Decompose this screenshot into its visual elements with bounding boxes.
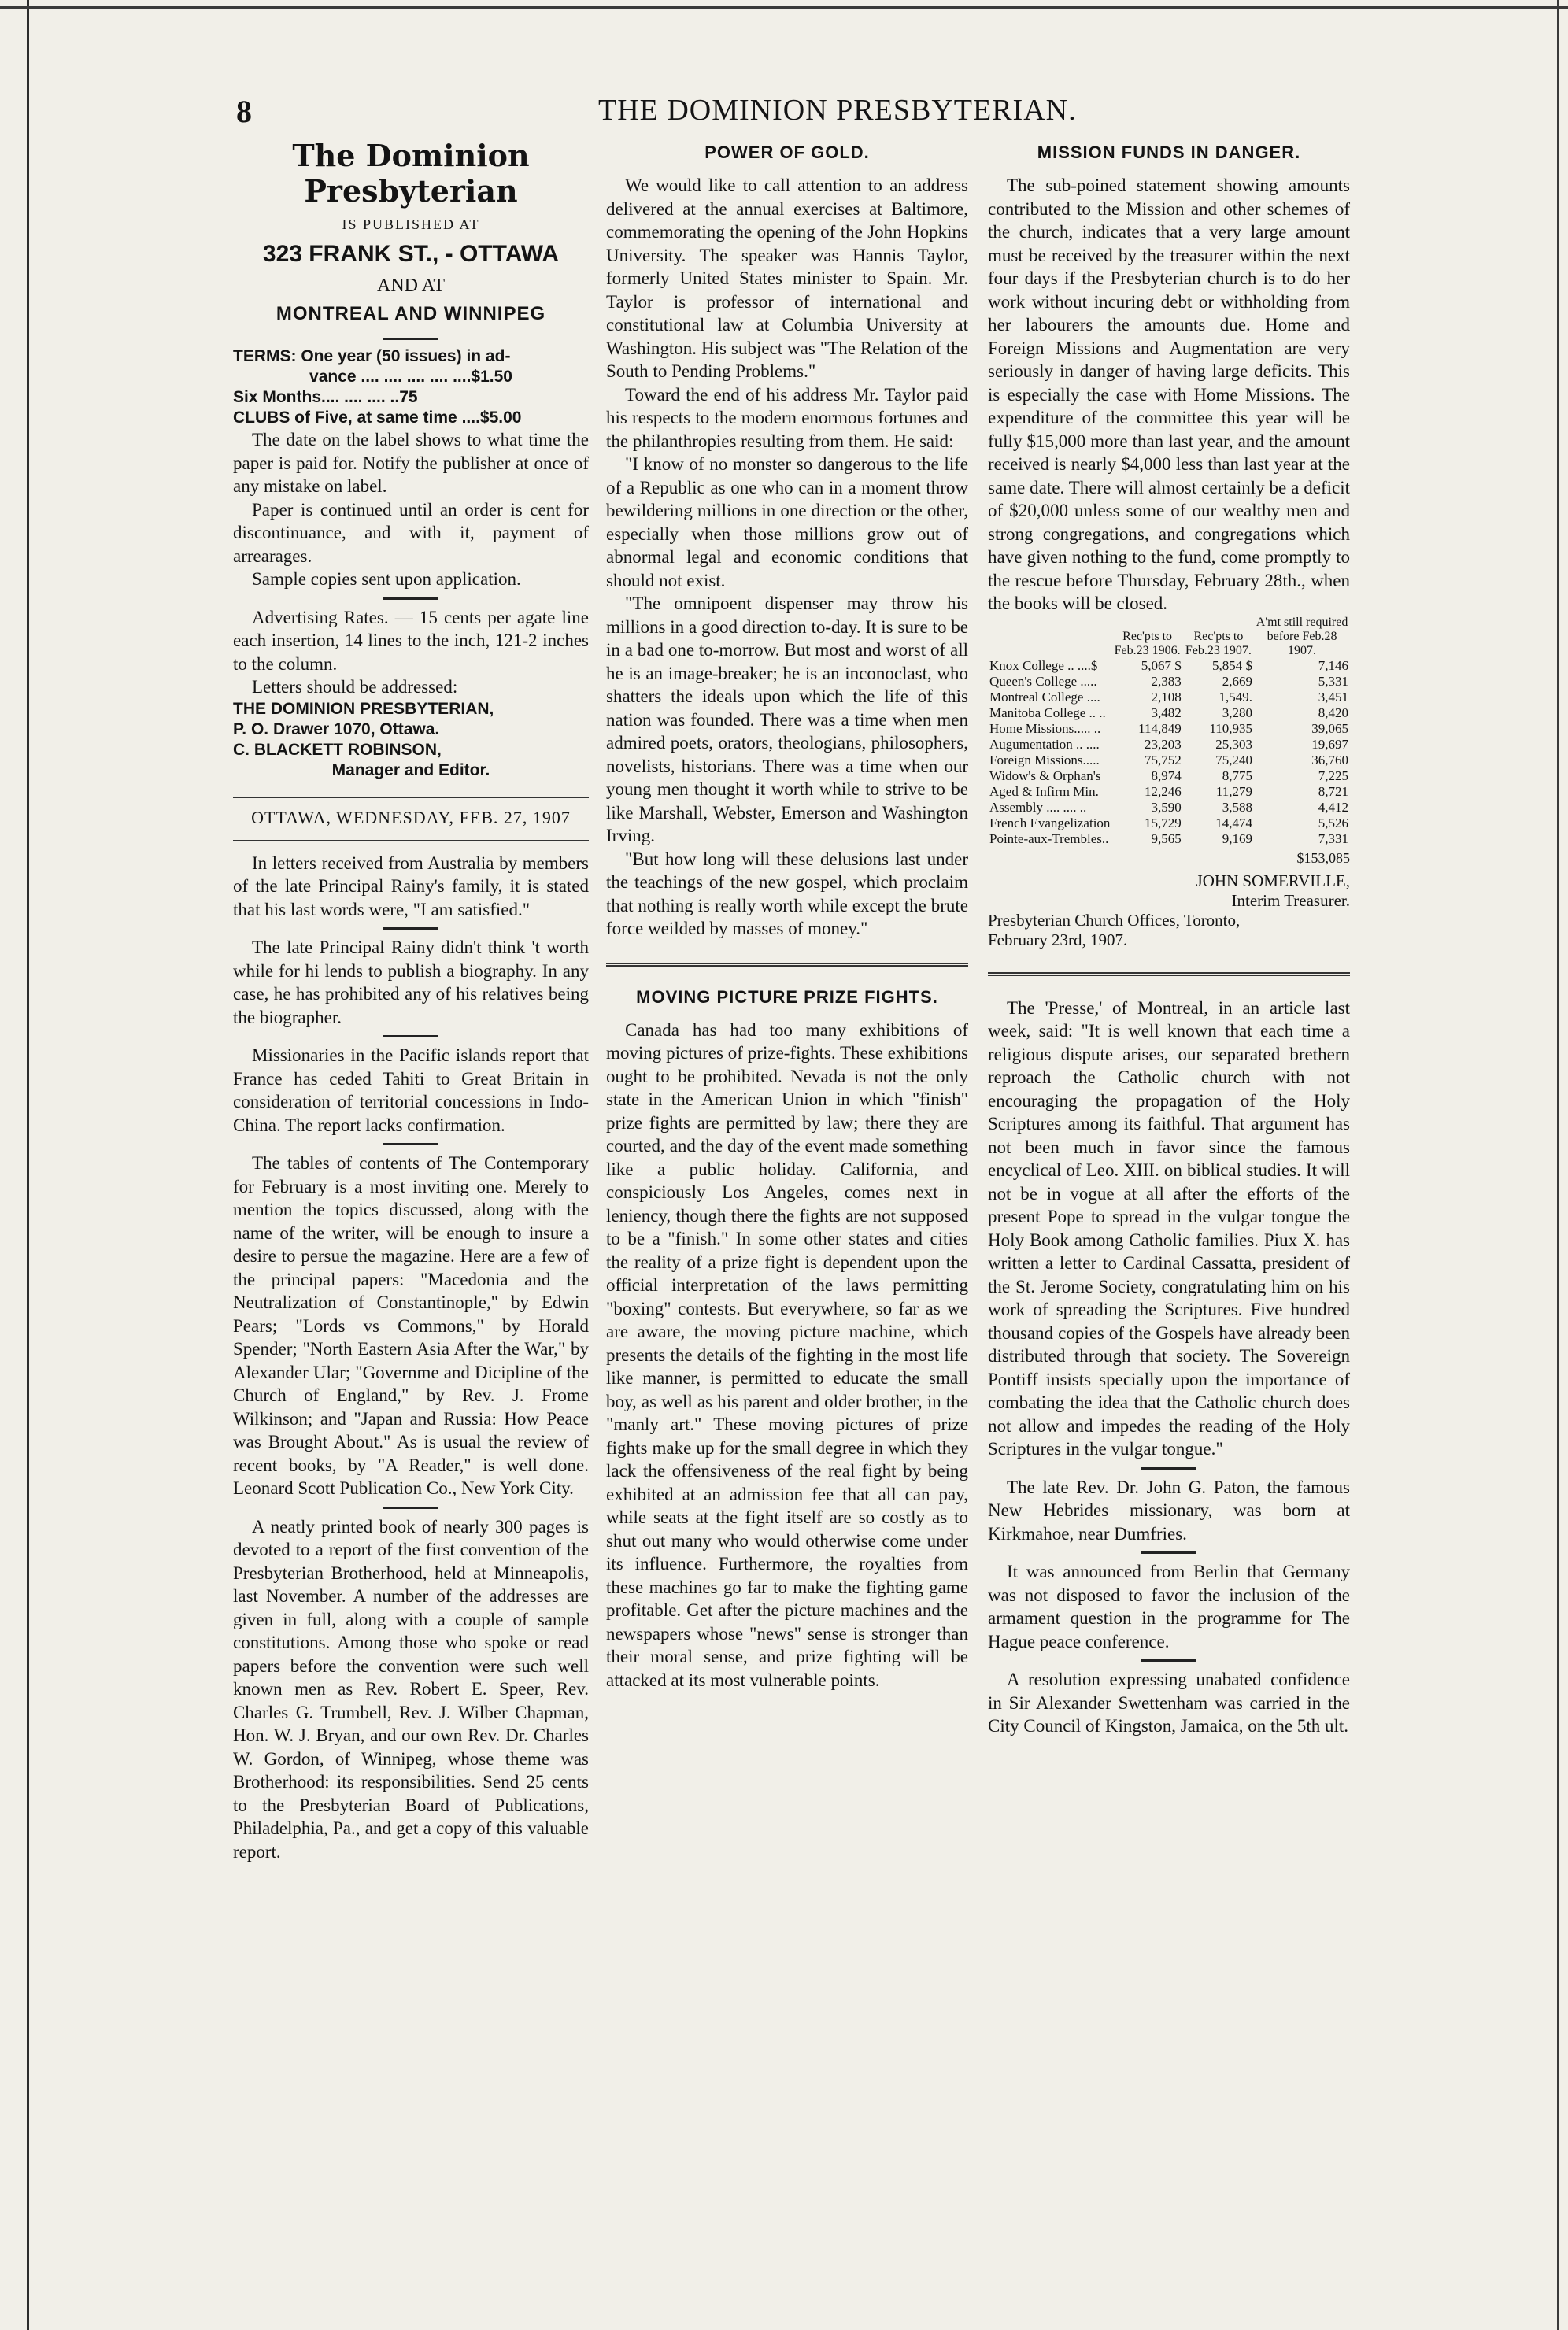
article-paragraph: "But how long will these delusions last under the teachings of the new gospel, which proclaim that nothing is really worth while except the brute force weilded by masses of money.": [606, 849, 968, 938]
signature-office: Presbyterian Church Offices, Toronto,: [988, 910, 1241, 930]
table-row: [988, 831, 1350, 847]
amount-required-cell: 5,331: [1318, 673, 1348, 689]
terms-line: TERMS: One year (50 issues) in ad-: [233, 347, 511, 365]
signature-name: JOHN SOMERVILLE,: [1196, 871, 1350, 890]
amount-required-cell: 5,526: [1318, 815, 1348, 830]
table-row: [988, 784, 1350, 800]
receipts-1906-cell: 9,565: [1151, 830, 1182, 846]
divider: [233, 838, 589, 841]
receipts-1907-cell: 5,854 $: [1212, 657, 1253, 673]
article-paragraph: The late Rev. Dr. John G. Paton, the famous New Hebrides missionary, was born at Kirkmahoe, near Dumfries.: [988, 1477, 1350, 1544]
article-paragraph: The late Principal Rainy didn't think 't worth while for hi lends to publish a biography. In any case, he has prohibited any of his relatives being the biographer.: [233, 938, 589, 1027]
page-top-edge: [0, 6, 1568, 9]
article-paragraph: A neatly printed book of nearly 300 pages is devoted to a report of the first convention of the Presbyterian Brotherhood, held at Minneapolis, last November. A number of the addresses are given in full, along with a couple of sample constitutions. Among those who spoke or read papers before the convention were such well known men as Rev. Robert E. Speer, Rev. Charles G. Trumbell, Rev. J. Wilber Chapman, Hon. W. J. Bryan, and our own Rev. Dr. Charles W. Gordon, of Winnipeg, whose theme was Brotherhood: its responsibilities. Send 25 cents to the Presbyterian Board of Publications, Philadelphia, Pa., and get a copy of this valuable report.: [233, 1516, 589, 1862]
fund-name-cell: Pointe-aux-Trembles..: [989, 830, 1109, 846]
terms-line: CLUBS of Five, at same time ....$5.00: [233, 409, 522, 427]
amount-required-cell: 4,412: [1318, 799, 1348, 815]
page-left-edge: [27, 0, 29, 2330]
signature-date: February 23rd, 1907.: [988, 930, 1128, 949]
fund-name-cell: Augumentation .. ....: [989, 736, 1100, 752]
article-paragraph: Canada has had too many exhibitions of moving pictures of prize-fights. These exhibitions ought to be prohibited. Nevada is not the only state in the American Union in which "finish" prize fights are permitted by law; there they are courted, and the day of the event made something like a public holiday. California, and conspiciously Los Angeles, comes next in leniency, though there the fights are not supposed to be a "finish." In some other states and cities the reality of a prize fight is dependent upon the official interpretation of the laws permitting "boxing" contests. But everywhere, so far as we are aware, the moving picture machine, which presents the details of the fighting in the most life like manner, is permitted to educate the small boy, as well as his parent and older brother, in the "manly art." These moving pictures of prize fights make up for the small degree in which they lack the offensiveness of the real fight by being exhibited at an admission fee that all can pay, while seats at the fight itself are so costly as to shut out many who would otherwise come under its influence. Furthermore, the royalties from these machines go far to make the fighting game profitable. Get after the picture machines and the newspapers whose "news" sense is stronger than their moral sense, and prize fighting will be attacked at its most vulnerable points.: [606, 1019, 968, 1690]
receipts-1906-cell: 2,108: [1151, 689, 1182, 705]
divider: [1141, 1551, 1196, 1554]
table-total: $153,085: [1296, 849, 1350, 866]
table-row: [988, 768, 1350, 784]
divider: [383, 338, 438, 340]
amount-required-cell: 7,331: [1318, 830, 1348, 846]
table-row: [988, 800, 1350, 816]
receipts-1907-cell: 3,588: [1222, 799, 1253, 815]
article-paragraph: "The omnipoent dispenser may throw his millions in a good direction to-day. It is sure to be in a bad one to-morrow. But most and worst of all he is an image-breaker; he is an inconoclast, who shatters the ideals upon which the life of this nation was founded. There was a time when men admired poets, orators, theologians, philosophers, novelists, historians. There was a time when our young men thought it worth while to strive to be like Marshall, Webster, Emerson and Washington Irving.: [606, 594, 968, 845]
receipts-1907-cell: 14,474: [1215, 815, 1253, 830]
amount-required-cell: 39,065: [1311, 720, 1348, 736]
receipts-1906-cell: 114,849: [1138, 720, 1182, 736]
sample-note: Sample copies sent upon application.: [252, 569, 521, 589]
column-left: [233, 138, 589, 1863]
article-paragraph: We would like to call attention to an address delivered at the annual exercises at Baltimore, commemorating the opening of the John Hopkins University. The speaker was Hannis Taylor, formerly United States minister to Spain. Mr. Taylor is professor of international and constitutional law at Columbia University at Washington. His subject was "The Relation of the South to Pending Problems.": [606, 176, 968, 381]
amount-required-cell: 7,146: [1318, 657, 1348, 673]
receipts-1907-cell: 11,279: [1215, 783, 1253, 799]
receipts-1906-cell: 12,246: [1144, 783, 1182, 799]
fund-name-cell: Knox College .. ....$: [989, 657, 1098, 673]
receipts-1907-cell: 9,169: [1222, 830, 1253, 846]
receipts-1906-cell: 3,482: [1151, 705, 1182, 720]
divider: [383, 1143, 438, 1145]
masthead-and-at: AND AT: [376, 276, 445, 296]
divider: [383, 1507, 438, 1509]
table-row: [988, 721, 1350, 737]
page-right-edge: [1557, 0, 1559, 2330]
editor-line: Manager and Editor.: [331, 760, 490, 779]
divider: [1141, 1659, 1196, 1662]
receipts-1907-cell: 8,775: [1222, 767, 1253, 783]
editor-line: C. BLACKETT ROBINSON,: [233, 740, 442, 759]
amount-required-cell: 7,225: [1318, 767, 1348, 783]
receipts-1907-cell: 2,669: [1222, 673, 1253, 689]
receipts-1906-cell: 23,203: [1144, 736, 1182, 752]
divider: [383, 597, 438, 600]
receipts-1907-cell: 1,549.: [1219, 689, 1253, 705]
divider: [383, 1035, 438, 1037]
page-number: 8: [236, 94, 252, 129]
masthead-address: 323 FRANK ST., - OTTAWA: [262, 241, 560, 267]
advertising-rates: Advertising Rates. — 15 cents per agate line each insertion, 14 lines to the inch, 121-2 inches to the column.: [233, 607, 589, 674]
terms-line: vance .... .... .... .... ....$1.50: [309, 368, 512, 386]
column-middle: [606, 138, 968, 1692]
masthead-published-at: IS PUBLISHED AT: [342, 216, 480, 232]
label-note: The date on the label shows to what time the paper is paid for. Notify the publisher at once of any mistake on label.: [233, 430, 589, 496]
section-divider: [606, 963, 968, 967]
fund-name-cell: Manitoba College .. ..: [989, 705, 1106, 720]
receipts-1906-cell: 15,729: [1144, 815, 1182, 830]
article-paragraph: Toward the end of his address Mr. Taylor paid his respects to the modern enormous fortunes and the philanthropies resulting from them. He said:: [606, 384, 968, 451]
masthead-title: The Dominion Presbyterian: [292, 138, 530, 209]
amount-required-cell: 8,420: [1318, 705, 1348, 720]
article-heading: MOVING PICTURE PRIZE FIGHTS.: [636, 986, 938, 1007]
fund-name-cell: Home Missions..... ..: [989, 720, 1101, 736]
article-heading: MISSION FUNDS IN DANGER.: [1037, 142, 1301, 162]
article-paragraph: Missionaries in the Pacific islands report that France has ceded Tahiti to Great Britain in consideration of territorial concessions in Indo-China. The report lacks confirmation.: [233, 1045, 589, 1135]
receipts-1906-cell: 2,383: [1151, 673, 1182, 689]
table-row: [988, 816, 1350, 831]
divider: [383, 927, 438, 930]
terms-line: Six Months.... .... .... ..75: [233, 388, 418, 406]
funds-table: [988, 616, 1350, 847]
table-row: [988, 690, 1350, 705]
article-paragraph: In letters received from Australia by members of the late Principal Rainy's family, it is stated that his last words were, "I am satisfied.": [233, 852, 589, 919]
article-paragraph: The sub-poined statement showing amounts contributed to the Mission and other schemes of the church, indicates that a very large amount must be received by the treasurer within the next four days if the Presbyterian church is to do her work without incuring debt or withholding from her labourers the amounts due. Home and Foreign Missions and Augmentation are very seriously in danger of having large deficits. This is especially the case with Home Missions. The expenditure of the committee this year will be fully $15,000 more than last year, and the amount received is nearly $4,000 less than last year at the same date. There will almost certainly be a deficit of $20,000 unless some of our wealthy men and strong congregations, and congregations which have given nothing to the fund, come promptly to the rescue before Thursday, February 28th., when the books will be closed.: [988, 176, 1350, 613]
article-paragraph: It was announced from Berlin that Germany was not disposed to favor the inclusion of the armament question in the programme for The Hague peace conference.: [988, 1562, 1350, 1651]
fund-name-cell: Aged & Infirm Min.: [989, 783, 1099, 799]
table-row: [988, 658, 1350, 674]
address-line: P. O. Drawer 1070, Ottawa.: [233, 719, 440, 738]
receipts-1906-cell: 75,752: [1144, 752, 1182, 767]
receipts-1907-cell: 110,935: [1209, 720, 1253, 736]
table-header-row: [988, 616, 1350, 658]
masthead-cities: MONTREAL AND WINNIPEG: [276, 303, 546, 324]
table-row: [988, 753, 1350, 768]
fund-name-cell: Foreign Missions.....: [989, 752, 1100, 767]
fund-name-cell: Queen's College .....: [989, 673, 1097, 689]
dateline: OTTAWA, WEDNESDAY, FEB. 27, 1907: [233, 797, 589, 828]
receipts-1906-cell: 3,590: [1151, 799, 1182, 815]
amount-required-cell: 8,721: [1318, 783, 1348, 799]
receipts-1907-cell: 25,303: [1215, 736, 1253, 752]
signature-title: Interim Treasurer.: [1231, 890, 1350, 910]
article-paragraph: "I know of no monster so dangerous to the life of a Republic as one who can in a moment throw bewildering millions in one direction or the other, especially when those millions grow out of abnormal legal and economic conditions that should not exist.: [606, 454, 968, 590]
receipts-1906-cell: 5,067 $: [1141, 657, 1182, 673]
divider: [1141, 1467, 1196, 1470]
article-heading: POWER OF GOLD.: [704, 142, 870, 162]
amount-required-cell: 19,697: [1311, 736, 1348, 752]
address-line: THE DOMINION PRESBYTERIAN,: [233, 699, 494, 718]
fund-name-cell: Assembly .... .... ..: [989, 799, 1087, 815]
article-paragraph: The 'Presse,' of Montreal, in an article last week, said: "It is well known that each time a religious dispute arises, our separated brethern reproach the Catholic church with not encouraging the propagation of the Holy Scriptures among its faithful. That argument has not been much in favor since the famous encyclical of Leo. XIII. on biblical studies. It will not be in vogue at all after the efforts of the present Pope to spread in the vulgar tongue the Holy Book among Catholic families. Piux X. has written a letter to Cardinal Cassatta, president of the St. Jerome Society, congratulating him on his work of spreading the Scriptures. Five hundred thousand copies of the Gospels have already been distributed through that society. The Sovereign Pontiff insists specially upon the importance of combating the idea that the Catholic church does not allow and impedes the reading of the Holy Scriptures in the vulgar tongue.": [988, 997, 1350, 1459]
fund-name-cell: Montreal College ....: [989, 689, 1100, 705]
continued-note: Paper is continued until an order is cent for discontinuance, and with it, payment of arrearages.: [233, 499, 589, 566]
receipts-1907-cell: 3,280: [1222, 705, 1253, 720]
running-head: THE DOMINION PRESBYTERIAN.: [598, 94, 1077, 127]
table-row: [988, 674, 1350, 690]
fund-name-cell: Widow's & Orphan's: [989, 767, 1101, 783]
table-header: Rec'pts to Feb.23 1907.: [1185, 629, 1252, 657]
section-divider: [988, 972, 1350, 976]
table-row: [988, 705, 1350, 721]
receipts-1906-cell: 8,974: [1151, 767, 1182, 783]
amount-required-cell: 36,760: [1311, 752, 1348, 767]
column-right: [988, 138, 1350, 1738]
table-row: [988, 737, 1350, 753]
table-header: A'mt still required before Feb.28 1907.: [1256, 615, 1348, 657]
amount-required-cell: 3,451: [1318, 689, 1348, 705]
fund-name-cell: French Evangelization: [989, 815, 1111, 830]
article-paragraph: A resolution expressing unabated confidence in Sir Alexander Swettenham was carried in the City Council of Kingston, Jamaica, on the 5th ult.: [988, 1670, 1350, 1736]
letters-note: Letters should be addressed:: [252, 677, 458, 697]
table-header: Rec'pts to Feb.23 1906.: [1114, 629, 1181, 657]
receipts-1907-cell: 75,240: [1215, 752, 1253, 767]
article-paragraph: The tables of contents of The Contemporary for February is a most inviting one. Merely to mention the topics discussed, along with the name of the writer, will be enough to insure a desire to persue the magazine. Here are a few of the principal papers: "Macedonia and the Neutralization of Constantinople," by Edwin Pears; "Lords vs Commons," by Horald Spender; "North Eastern Asia After the War," by Alexander Ular; "Governme and Dicipline of the Church of England," by Rev. J. Frome Wilkinson; and "Japan and Russia: How Peace was Brought About." As is usual the review of recent books, by "A Reader," is well done. Leonard Scott Publication Co., New York City.: [233, 1153, 589, 1498]
